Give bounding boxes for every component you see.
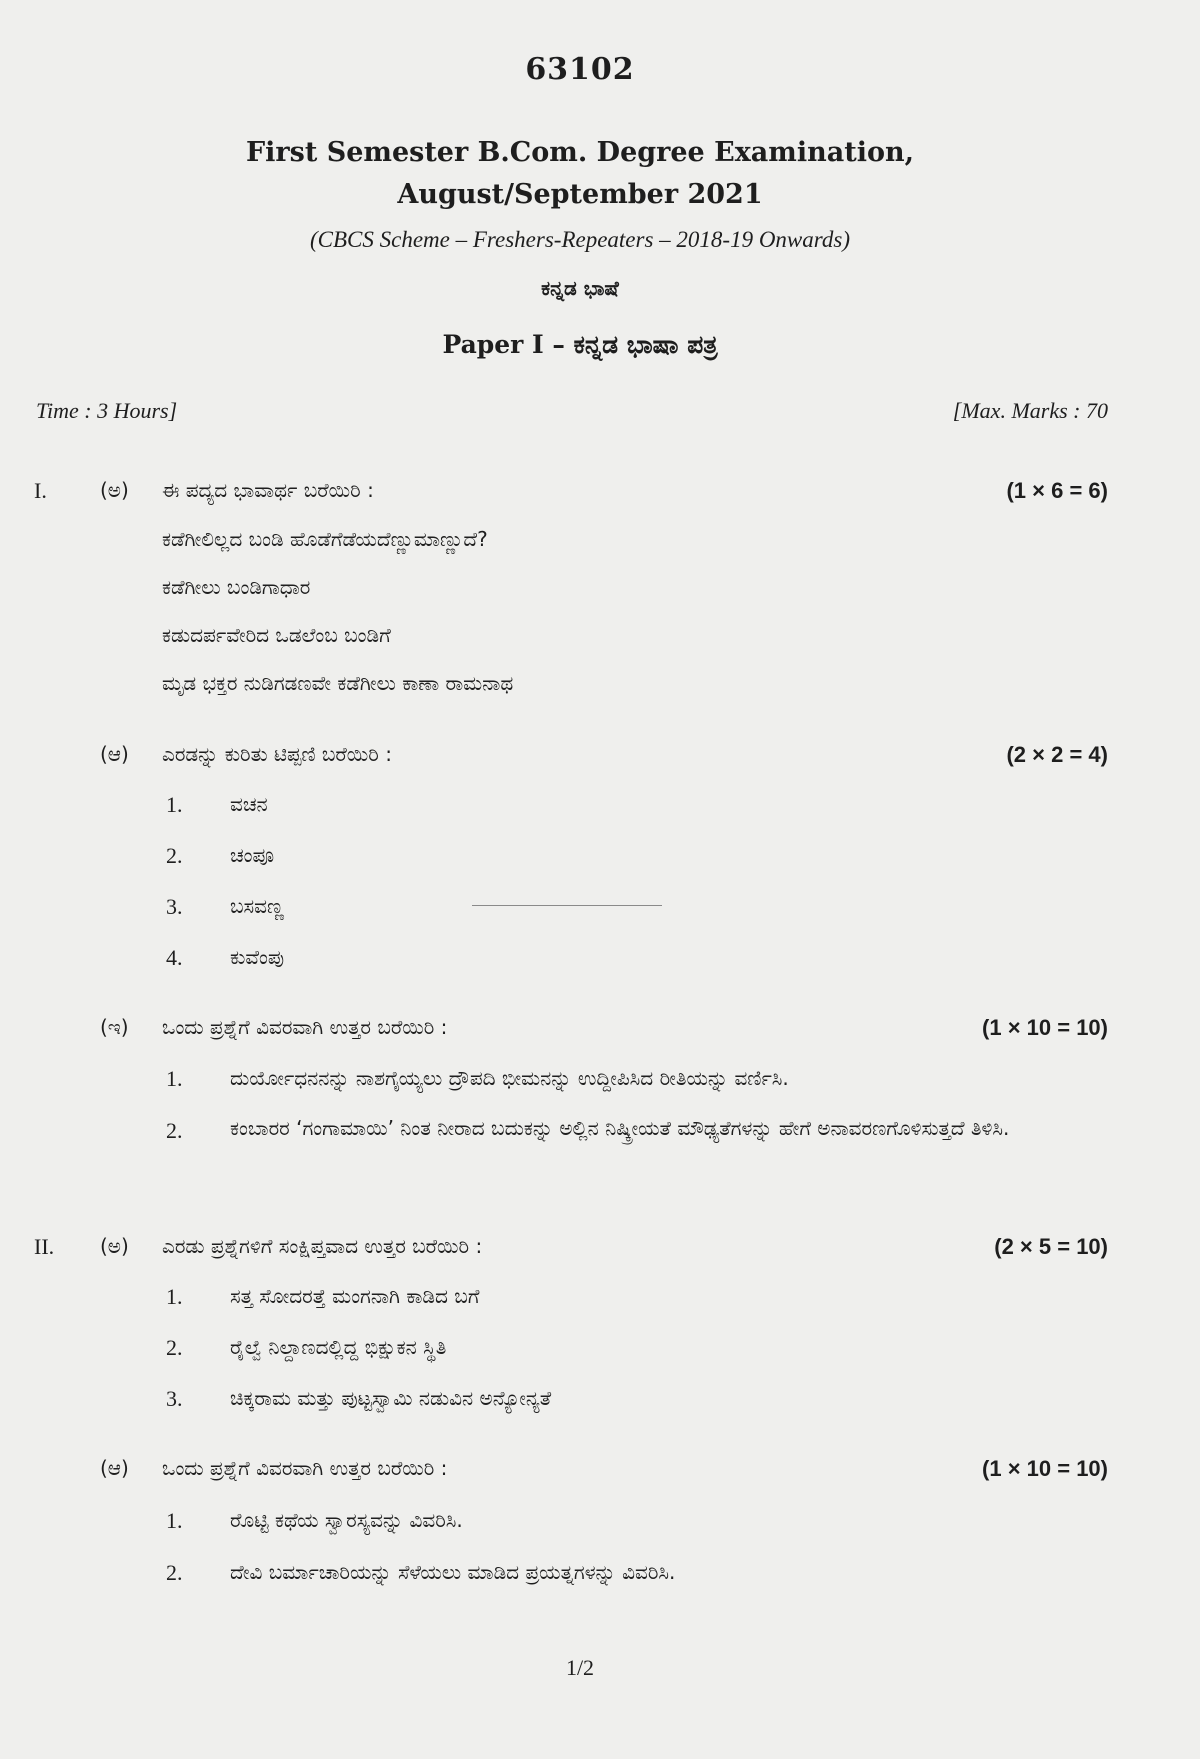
marks-label: (2 × 5 = 10) <box>994 1234 1108 1259</box>
section-number: I. <box>34 478 47 503</box>
paper-title: Paper I – ಕನ್ನಡ ಭಾಷಾ ಪತ್ರ <box>442 330 718 359</box>
exam-title-line1: First Semester B.Com. Degree Examination, <box>245 137 915 168</box>
question-instruction: ಈ ಪದ್ಯದ ಭಾವಾರ್ಥ ಬರೆಯಿರಿ : <box>162 478 374 502</box>
item-number: 1. <box>166 792 183 817</box>
item-number: 2. <box>166 1560 183 1585</box>
item-number: 1. <box>166 1284 183 1309</box>
item-text: ರೈಲ್ವೆ ನಿಲ್ದಾಣದಲ್ಲಿದ್ದ ಭಿಕ್ಷುಕನ ಸ್ಥಿತಿ <box>230 1335 447 1359</box>
item-text: ಕಂಬಾರರ ‘ಗಂಗಾಮಾಯಿ’ ನಿಂತ ನೀರಾದ ಬದುಕನ್ನು ಅಲ್ಲಿನ ನಿಷ್ಕ್ರೀಯತೆ ಮೌಢ್ಯತೆಗಳನ್ನು ಹೇಗೆ ಅನಾವರಣಗೊಳಿಸುತ್ತದೆ ತಿಳಿಸಿ. <box>230 1116 1010 1140</box>
exam-title <box>0 132 1160 216</box>
marks-label: (2 × 2 = 4) <box>1006 742 1108 767</box>
page-number: 1/2 <box>565 1655 595 1680</box>
item-number: 3. <box>166 1386 183 1411</box>
item-number: 2. <box>166 843 183 868</box>
item-text: ಬಸವಣ್ಣ <box>230 894 284 918</box>
scheme-line: (CBCS Scheme – Freshers-Repeaters – 2018-19 Onwards) <box>310 227 850 252</box>
item-number: 3. <box>166 894 183 919</box>
item-text: ದುರ್ಯೋಧನನನ್ನು ನಾಶಗೈಯ್ಯಲು ದ್ರೌಪದಿ ಭೀಮನನ್ನು ಉದ್ದೀಪಿಸಿದ ರೀತಿಯನ್ನು ವರ್ಣಿಸಿ. <box>230 1066 789 1090</box>
item-number: 4. <box>166 945 183 970</box>
question-label: (ಆ) <box>100 1456 129 1480</box>
section-number: II. <box>34 1234 55 1259</box>
item-text: ಸತ್ತ ಸೋದರತ್ತೆ ಮಂಗನಾಗಿ ಕಾಡಿದ ಬಗೆ <box>230 1284 480 1308</box>
item-number: 1. <box>166 1508 183 1533</box>
item-text: ದೇವಿ ಬರ್ಮಾಚಾರಿಯನ್ನು ಸೆಳೆಯಲು ಮಾಡಿದ ಪ್ರಯತ್ನಗಳನ್ನು ವಿವರಿಸಿ. <box>230 1560 676 1584</box>
item-text: ಚಿಕ್ಕರಾಮ ಮತ್ತು ಪುಟ್ಟಸ್ವಾಮಿ ನಡುವಿನ ಅನ್ಯೋನ್ಯತೆ <box>230 1386 552 1410</box>
item-text: ವಚನ <box>230 792 268 816</box>
item-text: ಕುವೆಂಪು <box>230 945 285 969</box>
question-label: (ಅ) <box>100 1234 129 1258</box>
question-instruction: ಒಂದು ಪ್ರಶ್ನೆಗೆ ವಿವರವಾಗಿ ಉತ್ತರ ಬರೆಯಿರಿ : <box>162 1015 448 1039</box>
paper-code: 63102 <box>525 52 635 87</box>
poem-line: ಮೃಡ ಭಕ್ತರ ನುಡಿಗಡಣವೇ ಕಡೆಗೀಲು ಕಾಣಾ ರಾಮನಾಥ <box>162 671 514 695</box>
question-instruction: ಒಂದು ಪ್ರಶ್ನೆಗೆ ವಿವರವಾಗಿ ಉತ್ತರ ಬರೆಯಿರಿ : <box>162 1456 448 1480</box>
item-number: 2. <box>166 1118 183 1143</box>
time-label: Time : 3 Hours] <box>36 398 178 423</box>
max-marks-label: [Max. Marks : 70 <box>952 398 1108 423</box>
item-text: ರೊಟ್ಟಿ ಕಥೆಯ ಸ್ವಾರಸ್ಯವನ್ನು ವಿವರಿಸಿ. <box>230 1508 463 1532</box>
question-label: (ಇ) <box>100 1015 129 1039</box>
poem-line: ಕಡೆಗೀಲು ಬಂಡಿಗಾಧಾರ <box>162 575 311 599</box>
subject-name: ಕನ್ನಡ ಭಾಷೆ <box>541 276 619 300</box>
question-instruction: ಎರಡನ್ನು ಕುರಿತು ಟಿಪ್ಪಣಿ ಬರೆಯಿರಿ : <box>162 742 392 766</box>
marks-label: (1 × 6 = 6) <box>1006 478 1108 503</box>
divider-line <box>472 905 662 906</box>
question-label: (ಆ) <box>100 742 129 766</box>
exam-title-line2: August/September 2021 <box>397 179 763 210</box>
item-number: 2. <box>166 1335 183 1360</box>
question-label: (ಅ) <box>100 478 129 502</box>
marks-label: (1 × 10 = 10) <box>982 1456 1108 1481</box>
question-instruction: ಎರಡು ಪ್ರಶ್ನೆಗಳಿಗೆ ಸಂಕ್ಷಿಪ್ತವಾದ ಉತ್ತರ ಬರೆಯಿರಿ : <box>162 1234 483 1258</box>
item-text: ಚಂಪೂ <box>230 843 275 867</box>
poem-line: ಕಡೆಗೀಲಿಲ್ಲದ ಬಂಡಿ ಹೊಡೆಗೆಡೆಯದೆಣ್ಣುಮಾಣ್ಣುದೆ? <box>162 527 488 551</box>
poem-line: ಕಡುದರ್ಪವೇರಿದ ಒಡಲೆಂಬ ಬಂಡಿಗೆ <box>162 623 391 647</box>
marks-label: (1 × 10 = 10) <box>982 1015 1108 1040</box>
item-number: 1. <box>166 1066 183 1091</box>
